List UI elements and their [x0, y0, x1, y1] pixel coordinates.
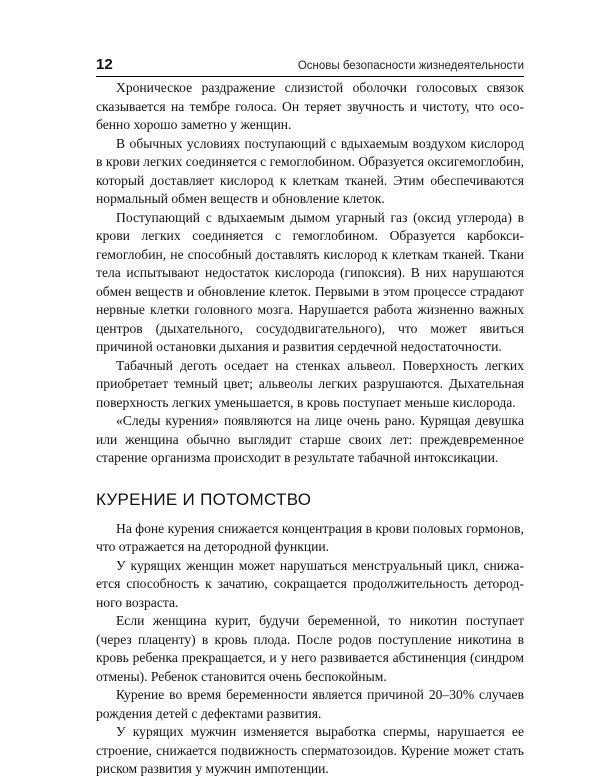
paragraph-men: У курящих мужчин изменяется выработка спермы, нарушается ее строение, снижается подвижность сперматозоидов. Курение может стать риском развития у мужчин импотенции.: [96, 724, 524, 776]
paragraph-carbon-monoxide: Поступающий с вдыхаемым дымом угарный газ (оксид углерода) в крови легких соединяется с гемоглобином. Образуется карбоксигемоглобин, не способный доставлять кислород к клеткам тканей. Ткани тела испытывают недостаток кислорода (гипоксия). В них нарушаются обмен веществ и обновление клеток. Первыми в этом процессе страдают нервные клетки головного мозга. Нарушается работа жизненно важных центров (дыхательного, сосудодвигательного), что может явиться причиной остановки дыхания и развития сердечной недостаточности.: [96, 209, 524, 354]
paragraph-oxygen: В обычных условиях поступающий с вдыхаемым воздухом кислород в крови легких соединяется с гемоглобином. Образуется оксигемоглобин, который доставляет кислород к клеткам тканей. Этим обеспечиваются нормальный обмен веществ и обновление клеток.: [96, 135, 524, 206]
paragraph-smoking-traces: «Следы курения» появляются на лице очень рано. Курящая девушка или женщина обычно выглядит старше своих лет: преждевременное старение организма происходит в результате табачной интоксикации.: [96, 413, 524, 465]
paragraph-tar: Табачный деготь оседает на стенках альвеол. Поверхность легких приобретает темный цвет; альвеолы легких разрушаются. Дыхательная поверхность легких уменьшается, в кровь поступает меньше кислорода.: [96, 357, 524, 410]
page-header: [96, 54, 524, 77]
page-number: 12: [96, 56, 113, 73]
section-heading: КУРЕНИЕ И ПОТОМСТВО: [96, 489, 312, 509]
paragraph-pregnancy: Если женщина курит, будучи беременной, то никотин поступает (через плаценту) в кровь плода. После родов поступление никотина в кровь ребенка прекращается, и у него развивается абстиненция (синдром отмены). Ребенок становится очень беспокойным.: [96, 613, 524, 684]
running-title: Основы безопасности жизнедеятельности: [297, 60, 524, 72]
paragraph-defects: Курение во время беременности является причиной 20–30% случаев рождения детей с дефектами развития.: [96, 687, 524, 721]
paragraph-hormones: На фоне курения снижается концентрация в крови половых гормонов, что отражается на детородной функции.: [96, 520, 524, 554]
paragraph-vocal-cords: Хроническое раздражение слизистой оболочки голосовых связок сказывается на тембре голоса. Он теряет звучность и чистоту, что особенно хорошо заметно у женщин.: [96, 80, 524, 132]
page-body: [96, 79, 524, 779]
paragraph-women: У курящих женщин может нарушаться менструальный цикл, снижается способность к зачатию, сокращается продолжительность детородного возраста.: [96, 557, 524, 610]
